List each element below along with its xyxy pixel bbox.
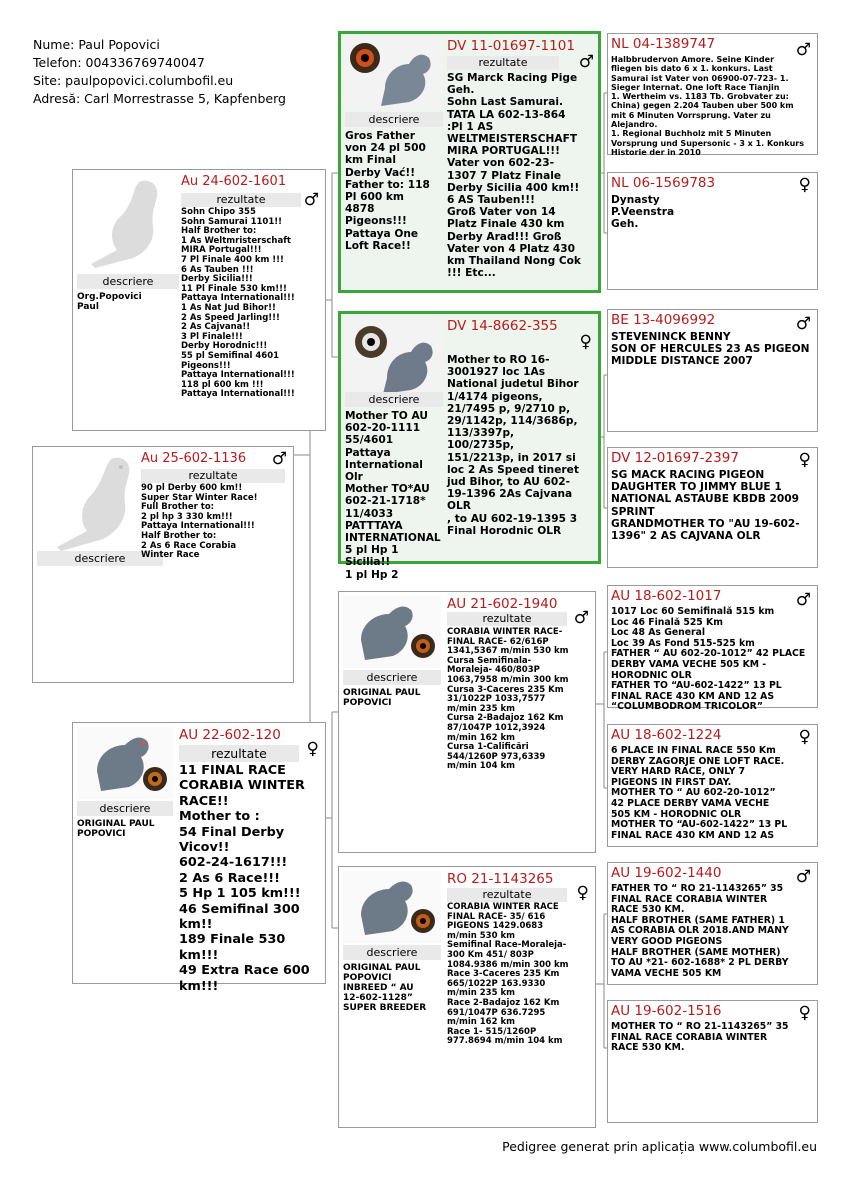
female-icon: ♀ bbox=[798, 727, 811, 747]
pigeon-card-father-father[interactable] bbox=[338, 31, 601, 293]
connector-father bbox=[326, 173, 338, 357]
male-icon: ♂ bbox=[271, 449, 287, 469]
female-icon: ♀ bbox=[798, 1003, 811, 1023]
male-icon: ♂ bbox=[573, 608, 589, 628]
pigeon-card-mfm[interactable] bbox=[607, 724, 818, 847]
pigeon-photo bbox=[343, 871, 441, 943]
pigeon-results-text: FATHER TO “ RO 21-1143265” 35 FINAL RACE CORABIA WINTER RACE 530 KM. HALF BROTHER (SAME FATHER) 1 AS CORABIA OLR 2018.AND MANY VERY GOOD PIGEONS HALF BROTHER (SAME MOTHER) TO AU *21- 602-1688* 2 PL DERBY VAMA VECHE 505 KM bbox=[611, 883, 789, 979]
female-icon: ♀ bbox=[306, 739, 319, 759]
pigeon-card-mother-father[interactable] bbox=[338, 591, 596, 853]
ring-number: Au 24-602-1601 bbox=[181, 174, 287, 189]
results-tab[interactable]: rezultate bbox=[141, 469, 285, 483]
ring-number: RO 21-1143265 bbox=[447, 871, 554, 887]
pigeon-photo bbox=[343, 596, 441, 668]
pigeon-photo bbox=[77, 727, 173, 799]
pigeon-results-text: MOTHER TO “ RO 21-1143265” 35 FINAL RACE CORABIA WINTER RACE 530 KM. bbox=[611, 1021, 789, 1054]
pigeon-card-mff[interactable] bbox=[607, 585, 818, 713]
pigeon-card-main[interactable] bbox=[32, 446, 294, 683]
pigeon-card-mmf[interactable] bbox=[607, 862, 818, 985]
pigeon-card-fmf[interactable] bbox=[607, 309, 818, 432]
female-icon: ♀ bbox=[798, 175, 811, 195]
results-tab[interactable]: rezultate bbox=[447, 56, 559, 70]
describe-button[interactable]: descriere bbox=[345, 112, 443, 127]
pigeon-card-father[interactable] bbox=[72, 169, 326, 431]
pigeon-results-text: Dynasty P.Veenstra Geh. bbox=[611, 194, 675, 231]
pigeon-card-father-mother[interactable] bbox=[338, 311, 601, 581]
connector-mother bbox=[326, 712, 338, 928]
ring-number: AU 21-602-1940 bbox=[447, 596, 558, 612]
describe-button[interactable]: descriere bbox=[343, 670, 441, 685]
pigeon-results-text: CORABIA WINTER RACE- FINAL RACE- 62/616P 1341,5367 m/min 530 km Cursa Semifinala- Moraleja- 460/803P 1063,7958 m/min 300 km Cursa 3-Caceres 235 Km 31/1022P 1033,7577 m/min 235 km Cursa 2-Badajoz 162 Km 87/1047P 1012,3924 m/min 162 km Cursa 1-Calificări 544/1260P 973,6339 m/min 104 km bbox=[447, 627, 569, 772]
ring-number: NL 06-1569783 bbox=[611, 175, 716, 191]
pigeon-note: ORIGINAL PAUL POPOVICI INBREED “ AU 12-602-1128” SUPER BREEDER bbox=[343, 963, 427, 1013]
pigeon-photo bbox=[345, 318, 443, 398]
pigeon-results-text: 90 pl Derby 600 km!! Super Star Winter Race! Full Brother to: 2 pl hp 3 330 km!!! Pattaya International!!! Half Brother to: 2 As 6 Race Corabia Winter Race bbox=[141, 483, 258, 561]
owner-address: Adresă: Carl Morrestrasse 5, Kapfenberg bbox=[33, 91, 286, 106]
describe-button[interactable]: descriere bbox=[37, 551, 163, 566]
pigeon-results-text: 6 PLACE IN FINAL RACE 550 Km DERBY ZAGORJE ONE LOFT RACE. VERY HARD RACE, ONLY 7 PIGEONS IN FIRST DAY. MOTHER TO “ AU 602-20-1012” 42 PLACE DERBY VAMA VECHE 505 KM - HORODNIC OLR MOTHER TO “AU-602-1422” 13 PL FINAL RACE 430 KM AND 12 AS bbox=[611, 745, 788, 841]
male-icon: ♂ bbox=[795, 867, 811, 887]
pigeon-photo bbox=[345, 38, 443, 110]
connector-mm bbox=[596, 914, 607, 1048]
pigeon-card-mother-mother[interactable] bbox=[338, 866, 596, 1128]
male-icon: ♂ bbox=[303, 190, 319, 210]
ring-number: AU 18-602-1017 bbox=[611, 588, 722, 604]
pigeon-note: ORIGINAL PAUL POPOVICI bbox=[343, 688, 421, 708]
ring-number: AU 18-602-1224 bbox=[611, 727, 722, 743]
pigeon-results-text: STEVENINCK BENNY SON OF HERCULES 23 AS PIGEON MIDDLE DISTANCE 2007 bbox=[611, 331, 810, 368]
connector-mf bbox=[596, 652, 607, 788]
ring-number: NL 04-1389747 bbox=[611, 36, 716, 52]
pigeon-silhouette bbox=[77, 174, 183, 274]
owner-info bbox=[33, 36, 286, 108]
pigeon-card-fff[interactable] bbox=[607, 33, 818, 155]
pigeon-results-text: SG MACK RACING PIGEON DAUGHTER TO JIMMY BLUE 1 NATIONAL ASTAUBE KBDB 2009 SPRINT GRANDMOTHER TO "AU 19-602- 1396" 2 AS CAJVANA OLR bbox=[611, 469, 800, 543]
ring-number: AU 19-602-1516 bbox=[611, 1003, 722, 1019]
pigeon-results-text: Mother to RO 16- 3001927 loc 1As National judetul Bihor 1/4174 pigeons, 21/7495 p, 9/2710 p, 29/1142p, 114/3686p, 113/3397p, 100/2735p, 151/2213p, in 2017 si loc 2 As Speed tineret jud Bihor, to AU 602- 19-1396 2As Cajvana OLR , to AU 602-19-1395 3 Final Horodnic OLR bbox=[447, 354, 579, 537]
pigeon-results-text: CORABIA WINTER RACE FINAL RACE- 35/ 616 PIGEONS 1429.0683 m/min 530 km Semifinal Race-Moraleja- 300 Km 451/ 803P 1084.9386 m/min 300 km Race 3-Caceres 235 Km 665/1022P 163.9330 m/min 235 km Race 2-Badajoz 162 Km 691/1047P 636.7295 m/min 162 km Race 1- 515/1260P 977.8694 m/min 104 km bbox=[447, 902, 569, 1047]
pigeon-card-fmm[interactable] bbox=[607, 447, 818, 568]
ring-number: AU 22-602-120 bbox=[179, 727, 281, 743]
pigeon-note: ORIGINAL PAUL POPOVICI bbox=[77, 819, 155, 839]
footer-credit: Pedigree generat prin aplicația www.columbofil.eu bbox=[502, 1139, 817, 1154]
pigeon-results-text: 11 FINAL RACE CORABIA WINTER RACE!! Mother to : 54 Final Derby Vicov!! 602-24-1617!!! 2 As 6 Race!!! 5 Hp 1 105 km!!! 46 Semifinal 300 km!! 189 Finale 530 km!!! 49 Extra Race 600 km!!! bbox=[179, 763, 310, 994]
ring-number: DV 14-8662-355 bbox=[447, 318, 558, 334]
female-icon: ♀ bbox=[798, 450, 811, 470]
female-icon: ♀ bbox=[576, 883, 589, 903]
pigeon-results-text: SG Marck Racing Pige Geh. Sohn Last Samurai. TATA LA 602-13-864 :Pl 1 AS WELTMEISTERSCHAFT MIRA PORTUGAL!!! Vater von 602-23- 1307 7 Platz Finale Derby Sicilia 400 km!! 6 AS Tauben!!! Groß Vater von 14 Platz Finale 430 km Derby Arad!!! Groß Vater von 4 Platz 430 km Thailand Nong Cok !!! Etc... bbox=[447, 72, 581, 280]
owner-site: Site: paulpopovici.columbofil.eu bbox=[33, 73, 234, 88]
owner-phone: Telefon: 004336769740047 bbox=[33, 55, 205, 70]
results-tab[interactable]: rezultate bbox=[179, 745, 299, 762]
describe-button[interactable]: descriere bbox=[77, 801, 173, 816]
pigeon-card-mother[interactable] bbox=[72, 722, 326, 994]
male-icon: ♂ bbox=[795, 590, 811, 610]
male-icon: ♂ bbox=[795, 40, 811, 60]
results-tab[interactable]: rezultate bbox=[181, 193, 301, 207]
describe-button[interactable]: descriere bbox=[343, 945, 441, 960]
owner-name: Nume: Paul Popovici bbox=[33, 37, 160, 52]
results-tab[interactable]: rezultate bbox=[447, 612, 567, 626]
ring-number: DV 12-01697-2397 bbox=[611, 450, 739, 466]
describe-button[interactable]: descriere bbox=[77, 274, 179, 289]
male-icon: ♂ bbox=[578, 52, 594, 72]
pigeon-results-text: Halbbrudervon Amore. Seine Kinder fliegen bis dato 6 x 1. konkurs. Last Samurai ist Vater von 06900-07-723- 1. Sieger Internat. One loft Race Tianjin 1. Wertheim vs. 1183 Tb. Grobvater zu: China) gegen 2.204 Tauben uber 500 km mit 6 Minuten Vorrsprung. Vater zu Alejandro. 1. Regional Buchholz mit 5 Minuten Vorsprung und Supersonic - 3 x 1. Konkurs Historie der in 2010 bbox=[611, 55, 804, 157]
ring-number: AU 19-602-1440 bbox=[611, 865, 722, 881]
pigeon-note: Mother TO AU 602-20-1111 55/4601 Pattaya International Olr Mother TO*AU 602-21-1718* 11/4033 PATTTAYA INTERNATIONAL 5 pl Hp 1 Sicilia!! 1 pl Hp 2 bbox=[345, 410, 441, 581]
ring-number: BE 13-4096992 bbox=[611, 312, 716, 328]
female-icon: ♀ bbox=[579, 332, 592, 352]
ring-number: Au 25-602-1136 bbox=[141, 451, 247, 466]
pigeon-results-text: 1017 Loc 60 Semifinală 515 km Loc 46 Finală 525 Km Loc 48 As General Loc 39 As Fond 515-525 km FATHER “ AU 602-20-1012” 42 PLACE DERBY VAMA VECHE 505 KM - HORODNIC OLR FATHER TO “AU-602-1422” 13 PL FINAL RACE 430 KM AND 12 AS “COLUMBODROM TRICOLOR” bbox=[611, 606, 806, 713]
pigeon-note: Org.Popovici Paul bbox=[77, 292, 142, 312]
male-icon: ♂ bbox=[795, 314, 811, 334]
pigeon-results-text: Sohn Chipo 355 Sohn Samurai 1101!! Half Brother to: 1 As Weltmristerschaft MIRA Portugal!!! 7 Pl Finale 400 km !!! 6 As Tauben !!! Derby Sicilia!!! 11 Pl Finale 530 km!!! Pattaya International!!! 1 As Nat Jud Bihor!! 2 As Speed Jarling!!! 2 As Cajvana!! 3 Pl Finale!!! Derby Horodnic!!! 55 pl Semifinal 4601 Pigeons!!! Pattaya International!!! 118 pl 600 km !!! Pattaya International!!! bbox=[181, 207, 295, 400]
pigeon-card-mmm[interactable] bbox=[607, 1000, 818, 1123]
results-tab[interactable]: rezultate bbox=[447, 888, 567, 902]
pigeon-card-ffm[interactable] bbox=[607, 172, 818, 290]
ring-number: DV 11-01697-1101 bbox=[447, 38, 575, 54]
describe-button[interactable]: descriere bbox=[345, 392, 443, 407]
pigeon-note: Gros Father von 24 pl 500 km Final Derby Vać!! Father to: 118 Pl 600 km 4878 Pigeons!!! Pattaya One Loft Race!! bbox=[345, 130, 430, 252]
